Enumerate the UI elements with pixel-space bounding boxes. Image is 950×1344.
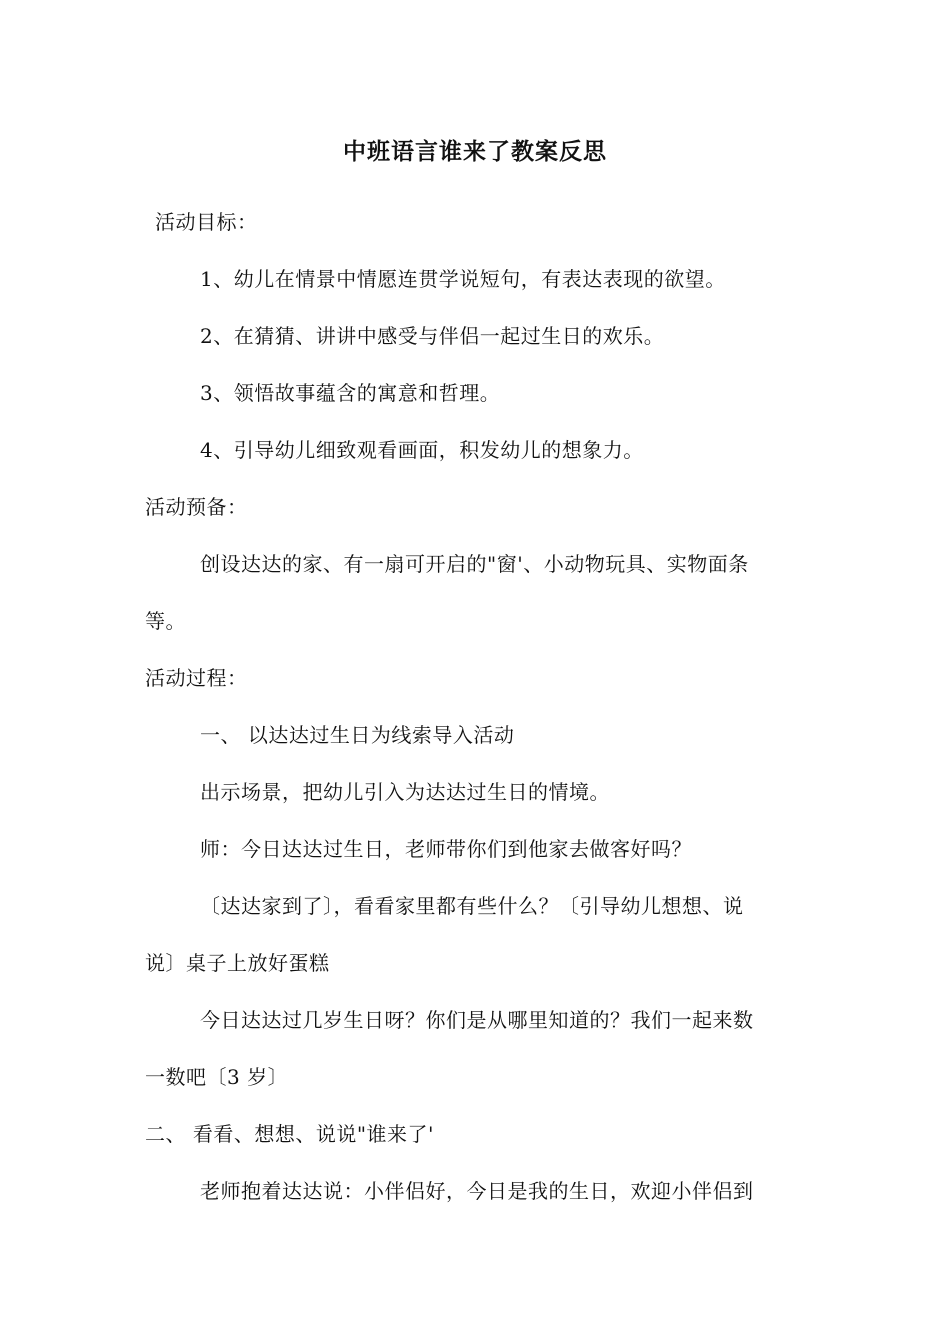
section-heading-process: 活动过程： <box>145 666 248 690</box>
paragraph-cont: 一数吧〔3 岁〕 <box>145 1065 289 1089</box>
goal-item-2: 2、在猜猜、讲讲中感受与伴侣一起过生日的欢乐。 <box>200 324 665 348</box>
process-step-1-heading: 一、 以达达过生日为线索导入活动 <box>200 723 515 747</box>
goal-item-3: 3、领悟故事蕴含的寓意和哲理。 <box>200 381 501 405</box>
paragraph: 今日达达过几岁生日呀？你们是从哪里知道的？我们一起来数 <box>200 1008 754 1032</box>
goal-item-1: 1、幼儿在情景中情愿连贯学说短句，有表达表现的欲望。 <box>200 267 726 291</box>
paragraph: 师：今日达达过生日，老师带你们到他家去做客好吗？ <box>200 837 692 861</box>
paragraph: 出示场景，把幼儿引入为达达过生日的情境。 <box>200 780 610 804</box>
document-title: 中班语言谁来了教案反思 <box>343 138 607 165</box>
paragraph: 〔达达家到了〕，看看家里都有些什么？〔引导幼儿想想、说 <box>200 894 744 918</box>
goal-item-4: 4、引导幼儿细致观看画面，积发幼儿的想象力。 <box>200 438 644 462</box>
section-heading-preparation: 活动预备： <box>145 495 248 519</box>
preparation-text: 创设达达的家、有一扇可开启的"窗'、小动物玩具、实物面条 <box>200 552 749 576</box>
section-heading-goals: 活动目标： <box>155 210 258 234</box>
preparation-text-cont: 等。 <box>145 609 186 633</box>
process-step-2-heading: 二、 看看、想想、说说"谁来了' <box>145 1122 435 1146</box>
paragraph: 老师抱着达达说：小伴侣好，今日是我的生日，欢迎小伴侣到 <box>200 1179 754 1203</box>
paragraph-cont: 说〕桌子上放好蛋糕 <box>145 951 330 975</box>
